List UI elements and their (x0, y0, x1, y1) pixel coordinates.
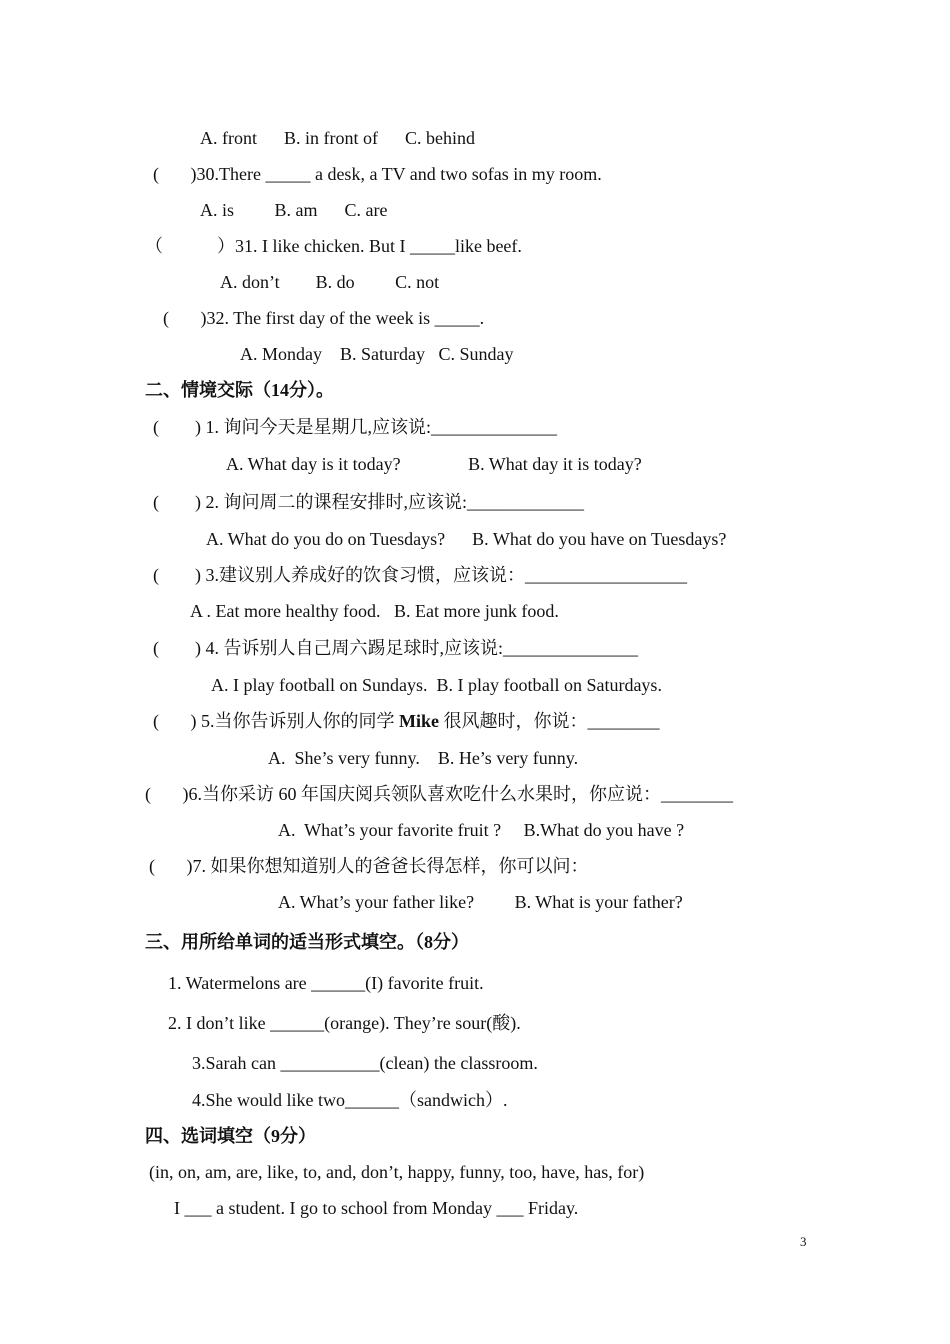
option-line: A. What do you do on Tuesdays? B. What do you have on Tuesdays? (206, 529, 727, 549)
situation-question-5 (153, 709, 660, 733)
option-line: A. She’s very funny. B. He’s very funny. (268, 748, 579, 768)
question-text: 很风趣时，你说：________ (439, 711, 660, 731)
situation-question-1: ( ) 1. 询问今天是星期几,应该说:______________ (153, 417, 557, 437)
section-heading-2: 二、情境交际（14分）。 (145, 380, 334, 400)
question-32: ( )32. The first day of the week is _____. (163, 308, 485, 328)
option-line: A. front B. in front of C. behind (200, 128, 475, 148)
situation-question-6: ( )6.当你采访 60 年国庆阅兵领队喜欢吃什么水果时，你应说：________ (145, 784, 733, 804)
cloze-passage-line: I ___ a student. I go to school from Monday ___ Friday. (174, 1198, 579, 1218)
option-line: A. What’s your favorite fruit ? B.What do you have ? (278, 820, 685, 840)
fill-in-item-3: 3.Sarah can ___________(clean) the classroom. (192, 1053, 538, 1073)
situation-question-7: ( )7. 如果你想知道别人的爸爸长得怎样，你可以问： (149, 856, 589, 876)
fill-in-item-2: 2. I don’t like ______(orange). They’re sour(酸). (168, 1013, 521, 1033)
question-text: ( ) 5.当你告诉别人你的同学 (153, 711, 399, 731)
option-line: A. What day is it today? B. What day it is today? (226, 454, 642, 474)
situation-question-3: ( ) 3.建议别人养成好的饮食习惯，应该说：__________________ (153, 565, 687, 585)
option-line: A. Monday B. Saturday C. Sunday (240, 344, 514, 364)
student-name: Mike (399, 711, 439, 731)
option-line: A. What’s your father like? B. What is your father? (278, 892, 683, 912)
option-line: A. I play football on Sundays. B. I play football on Saturdays. (211, 675, 662, 695)
question-30: ( )30.There _____ a desk, a TV and two sofas in my room. (153, 164, 602, 184)
section-heading-3: 三、用所给单词的适当形式填空。（8分） (145, 932, 469, 952)
question-31: （ ）31. I like chicken. But I _____like beef. (145, 236, 522, 256)
fill-in-item-4: 4.She would like two______（sandwich）. (192, 1090, 508, 1110)
situation-question-4: ( ) 4. 告诉别人自己周六踢足球时,应该说:_______________ (153, 638, 638, 658)
option-line: A . Eat more healthy food. B. Eat more junk food. (190, 601, 559, 621)
option-line: A. is B. am C. are (200, 200, 388, 220)
section-heading-4: 四、选词填空（9分） (145, 1126, 316, 1146)
word-bank: (in, on, am, are, like, to, and, don’t, happy, funny, too, have, has, for) (149, 1162, 645, 1182)
situation-question-2: ( ) 2. 询问周二的课程安排时,应该说:_____________ (153, 492, 584, 512)
fill-in-item-1: 1. Watermelons are ______(I) favorite fruit. (168, 973, 484, 993)
page-number: 3 (800, 1234, 807, 1249)
option-line: A. don’t B. do C. not (220, 272, 440, 292)
